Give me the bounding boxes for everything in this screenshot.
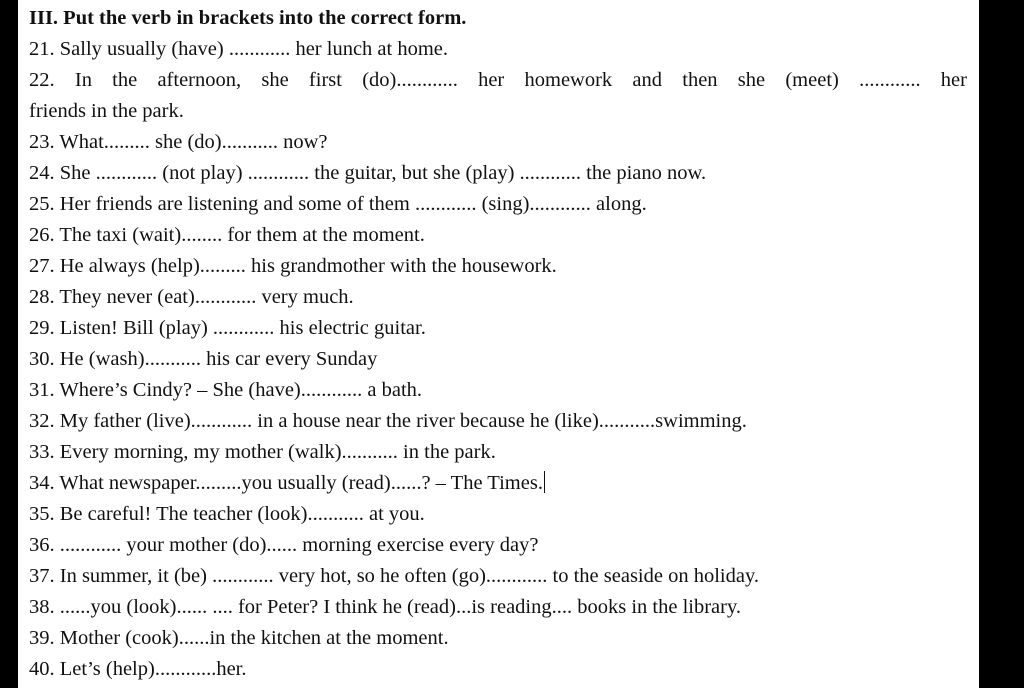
question-21: 21. Sally usually (have) ............ her lunch at home. [29, 38, 449, 60]
question-36: 36. ............ your mother (do)...... morning exercise every day? [29, 534, 539, 556]
question-23: 23. What......... she (do)........... now? [29, 131, 328, 153]
question-30: 30. He (wash)........... his car every Sunday [29, 348, 378, 370]
question-34 [29, 468, 967, 499]
question-40: 40. Let’s (help)............her. [29, 658, 247, 680]
worksheet-page [18, 0, 979, 688]
question-28: 28. They never (eat)............ very much. [29, 286, 354, 308]
question-26: 26. The taxi (wait)........ for them at the moment. [29, 224, 425, 246]
question-22: 22. In the afternoon, she first (do)............ her homework and then she (meet) ............ her [29, 69, 967, 91]
text-cursor [544, 471, 546, 493]
question-31: 31. Where’s Cindy? – She (have)............ a bath. [29, 379, 423, 401]
question-39: 39. Mother (cook)......in the kitchen at the moment. [29, 627, 449, 649]
question-29: 29. Listen! Bill (play) ............ his electric guitar. [29, 317, 426, 339]
question-22-continued: friends in the park. [29, 100, 184, 122]
exercise-title: III. Put the verb in brackets into the correct form. [29, 7, 467, 29]
question-32: 32. My father (live)............ in a house near the river because he (like)...........swimming. [29, 410, 747, 432]
question-35: 35. Be careful! The teacher (look)........... at you. [29, 503, 425, 525]
question-33: 33. Every morning, my mother (walk)........... in the park. [29, 441, 496, 463]
question-38: 38. ......you (look)...... .... for Peter? I think he (read)...is reading.... books in the library. [29, 596, 742, 618]
question-27: 27. He always (help)......... his grandmother with the housework. [29, 255, 557, 277]
question-37: 37. In summer, it (be) ............ very hot, so he often (go)............ to the seaside on holiday. [29, 565, 760, 587]
question-34-text: 34. What newspaper.........you usually (read)......? – The Times. [29, 472, 543, 494]
question-24: 24. She ............ (not play) ............ the guitar, but she (play) ............ the piano now. [29, 162, 707, 184]
question-25: 25. Her friends are listening and some of them ............ (sing)............ along. [29, 193, 647, 215]
